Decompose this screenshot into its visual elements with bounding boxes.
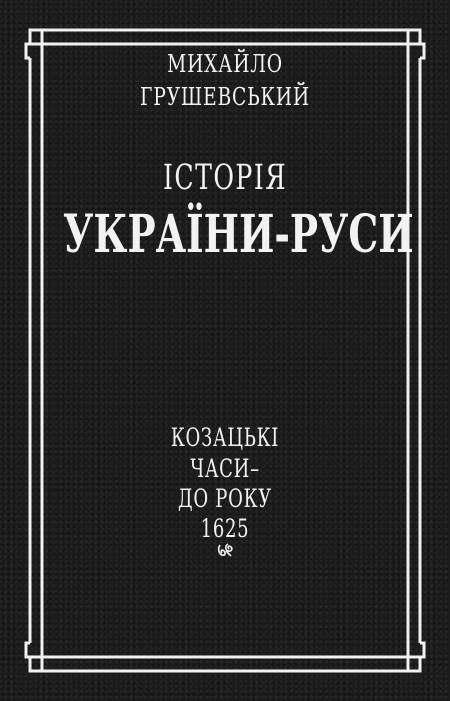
- subtitle-line-4: 1625: [200, 514, 250, 543]
- title-line-1: ІСТОРІЯ: [162, 158, 288, 198]
- subtitle-line-2: ЧАСИ–: [190, 454, 260, 483]
- subtitle-line-3: ДО РОКУ: [178, 484, 272, 513]
- author-first-name: МИХАЙЛО: [167, 50, 283, 78]
- subtitle-line-1: КОЗАЦЬКІ: [170, 423, 280, 452]
- title-line-2: УКРАЇНИ-РУСИ: [63, 204, 414, 265]
- author-last-name: ГРУШЕВСЬКИЙ: [140, 83, 310, 111]
- publisher-logo-icon: [217, 542, 235, 558]
